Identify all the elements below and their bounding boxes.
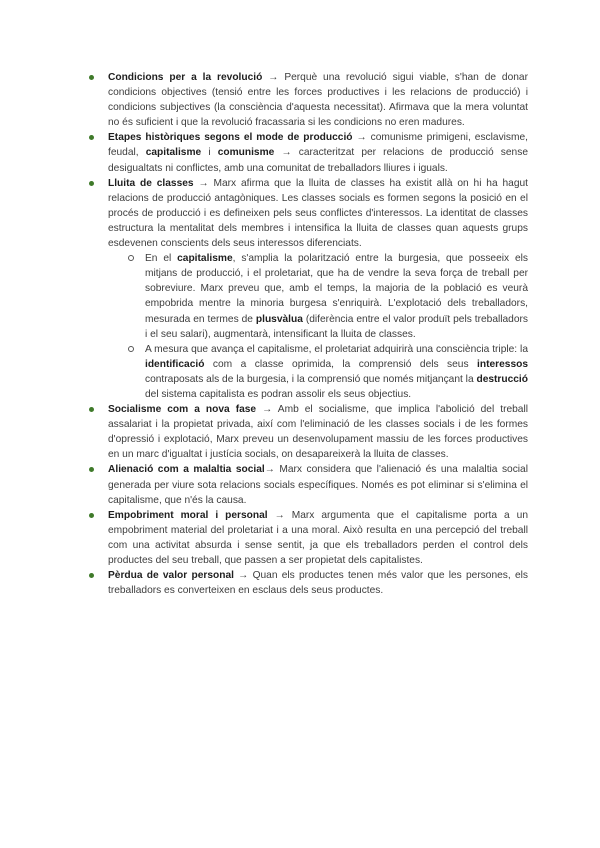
- text-segment: Marx argumenta que el capitalisme porta a un empobriment material del proletariat i a una moral. Això resulta en una percepció del treball com una activitat absurda i sense sentit, ja que els treballadors perden el control dels productes del seu treball, que passen a ser propietat dels capitalistes.: [108, 509, 528, 566]
- list-item: [108, 70, 528, 130]
- bold-term: plusvàlua: [255, 313, 303, 325]
- arrow-separator: →: [352, 132, 371, 144]
- sub-list-item: [145, 251, 528, 342]
- item-term: Etapes històriques segons el mode de producció: [108, 132, 353, 144]
- text-segment: , s'amplia la polarització entre la burgesia, que posseeix els mitjans de producció, i el proletariat, que ha de vendre la seva força de treball per sobreviure. Marx preveu que, amb el temps, la majoria de la població es veurà empobrida mentre la minoria burgesa s'enriquirà. L'explotació dels treballadors, mesurada en termes de: [145, 253, 528, 325]
- bold-term: capitalisme: [177, 253, 233, 265]
- text-segment: Marx considera que l'alienació és una malaltia social generada per viure sota relacions socials específiques. Només es pot eliminar si s'elimina el capitalisme, que n'és la causa.: [108, 464, 528, 506]
- list-item: [108, 176, 528, 402]
- text-segment: com a classe oprimida, la comprensió dels seus: [204, 358, 478, 370]
- item-term: Empobriment moral i personal: [108, 509, 268, 521]
- arrow-separator: →: [267, 509, 292, 521]
- list-item: [108, 508, 528, 568]
- bold-term: capitalisme: [145, 147, 202, 159]
- text-segment: A mesura que avança el capitalisme, el proletariat adquirirà una consciència triple: la: [145, 343, 528, 355]
- bold-term: identificació: [145, 358, 205, 370]
- item-term: Condicions per a la revolució: [108, 72, 263, 83]
- item-term: Alienació com a malaltia social: [108, 464, 265, 476]
- arrow-separator: →: [264, 464, 280, 476]
- arrow-separator: →: [262, 72, 285, 83]
- bullet-icon: [89, 573, 94, 578]
- bullet-icon: [89, 467, 94, 472]
- arrow-separator: →: [193, 177, 214, 189]
- bold-term: destrucció: [476, 373, 528, 385]
- bullet-icon: [89, 407, 94, 412]
- item-term: Pèrdua de valor personal: [108, 570, 234, 582]
- text-segment: → caracteritzat per relacions de producció sense desigualtats ni conflictes, amb una comunitat de treballadors lliures i iguals.: [108, 147, 528, 174]
- bullet-list: [108, 70, 528, 598]
- list-item: [108, 568, 528, 598]
- text-segment: Marx afirma que la lluita de classes ha existit allà on hi ha hagut relacions de producció antagòniques. Les classes socials es formen segons la posició en el procés de producció i es defineixen pels seus conflictes d'interessos. La identitat de classes estructura la mentalitat dels membres i intensifica la lluita de classes quan aquests grups esdevenen conscients dels seus interessos diferenciats.: [108, 177, 528, 250]
- hollow-bullet-icon: [128, 255, 134, 261]
- arrow-separator: →: [233, 570, 253, 582]
- list-item: [108, 402, 528, 462]
- sub-list: [108, 251, 528, 402]
- text-segment: (diferència entre el valor produït pels treballadors i el seu salari), augmentarà, intensificant la lluita de classes.: [145, 313, 528, 340]
- bullet-icon: [89, 513, 94, 518]
- text-segment: En el: [145, 253, 178, 265]
- bold-term: interessos: [477, 358, 528, 370]
- text-segment: contraposats als de la burgesia, i la comprensió que només mitjançant la: [145, 373, 477, 385]
- text-segment: Quan els productes tenen més valor que les persones, els treballadors es converteixen en esclaus dels seus productes.: [108, 570, 528, 597]
- text-segment: comunisme primigeni, esclavisme, feudal,: [108, 132, 528, 159]
- bullet-icon: [89, 75, 94, 80]
- bullet-icon: [89, 135, 94, 140]
- text-segment: del sistema capitalista es podran assolir els seus objectius.: [145, 388, 412, 400]
- item-term: Lluita de classes: [108, 177, 194, 189]
- hollow-bullet-icon: [128, 346, 134, 352]
- sub-list-item: [145, 342, 528, 402]
- list-item: [108, 462, 528, 507]
- bold-term: comunisme: [217, 147, 275, 159]
- bullet-icon: [89, 181, 94, 186]
- list-item: [108, 130, 528, 175]
- text-segment: Amb el socialisme, que implica l'abolició del treball assalariat i la propietat privada, així com l'eliminació de les classes socials i de les formes d'opressió i explotació, Marx preveu un desenvolupament massiu de les forces productives en un marc d'igualtat i justícia socials, on desapareixerà la lluita de classes.: [108, 404, 528, 461]
- item-term: Socialisme com a nova fase: [108, 404, 257, 416]
- text-segment: Perquè una revolució sigui viable, s'han de donar condicions objectives (tensió entre les forces productives i les relacions de producció) i condicions subjectives (la consciència d'aquesta necessitat). Afirmava que la mera voluntat no és suficient i que la revolució fracassaria si les condicions no eren madures.: [108, 72, 528, 129]
- text-segment: i: [201, 147, 218, 159]
- arrow-separator: →: [256, 404, 278, 416]
